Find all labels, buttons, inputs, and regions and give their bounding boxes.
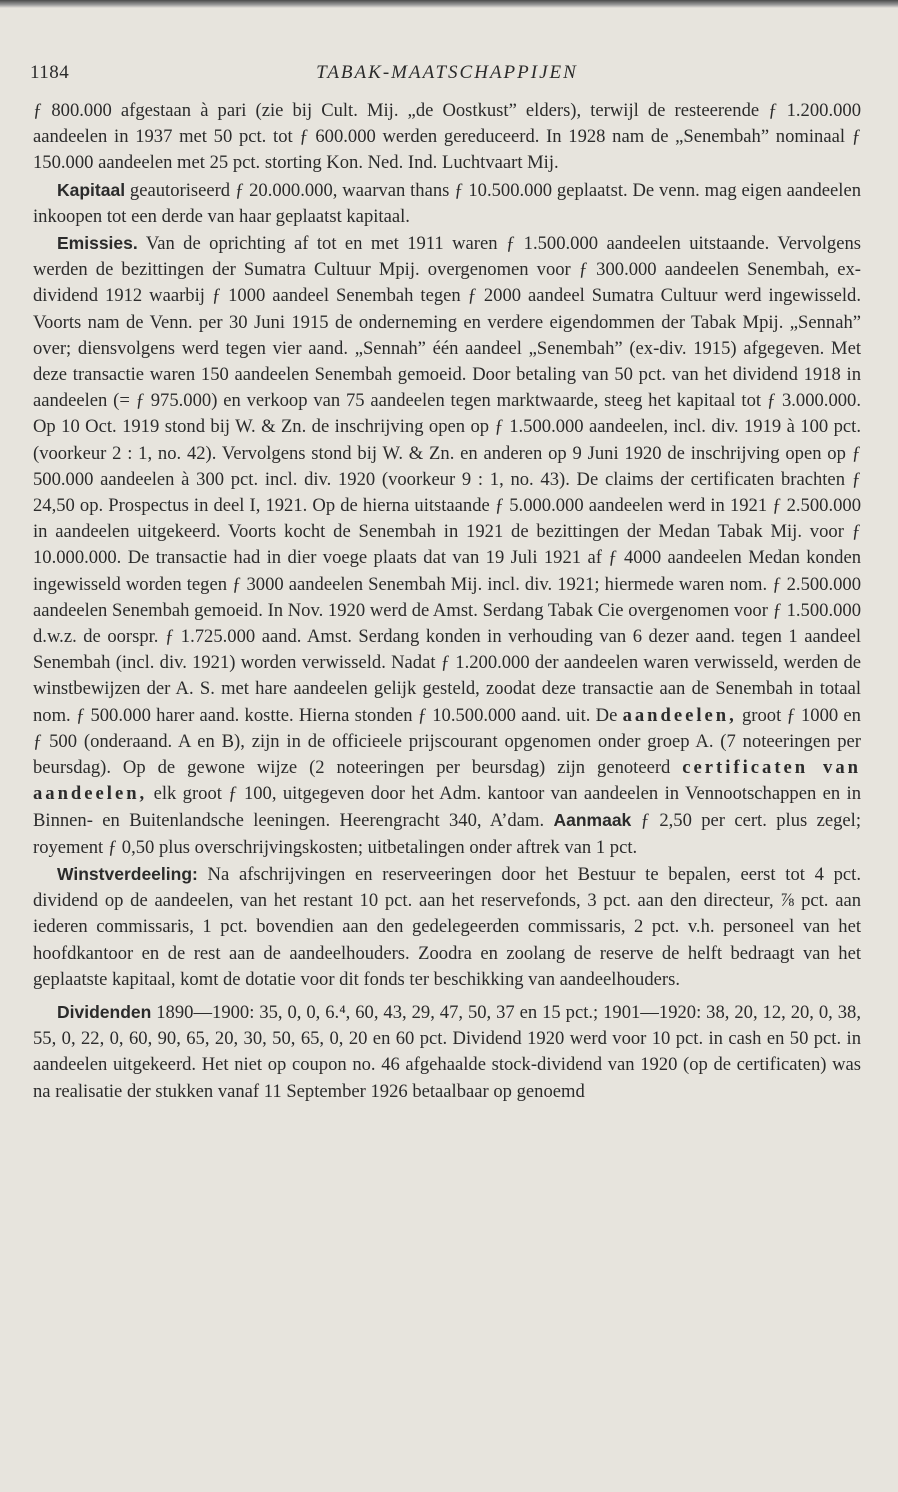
paragraph-continuation: ƒ 800.000 afgestaan à pari (zie bij Cult. Mij. „de Oostkust” elders), terwijl de resteerende ƒ 1.200.000 aandeelen in 1937 met 50 pct. tot ƒ 600.000 werden gereduceerd. In 1928 nam de „Senembah” nominaal ƒ 150.000 aandeelen met 25 pct. storting Kon. Ned. Ind. Luchtvaart Mij.: [33, 100, 861, 174]
paragraph-emissies: Emissies. Van de oprichting af tot en met 1911 waren ƒ 1.500.000 aandeelen uitstaande. Vervolgens werden de bezittingen der Sumatra Cultuur Mpij. overgenomen voor ƒ 300.000 aandeelen Senembah, ex-dividend 1912 waarbij ƒ 1000 aandeel Senembah tegen ƒ 2000 aandeel Sumatra Cultuur werd ingewisseld. Voorts nam de Venn. per 30 Juni 1915 de onderneming en verdere eigendommen der Tabak Mpij. „Sennah” over; diensvolgens werd tegen vier aand. „Sennah” één aandeel „Senembah” (ex-div. 1915) afgegeven. Met deze transactie waren 150 aandeelen Senembah gemoeid. Door betaling van 50 pct. van het dividend 1918 in aandeelen (= ƒ 975.000) en verkoop van 75 aandeelen tegen marktwaarde, steeg het kapitaal tot ƒ 3.000.000. Op 10 Oct. 1919 stond bij W. & Zn. de inschrijving open op ƒ 1.500.000 aandeelen, incl. div. 1919 à 100 pct. (voorkeur 2 : 1, no. 42). Vervolgens stond bij W. & Zn. en anderen op 9 Juni 1920 de inschrijving open op ƒ 500.000 aandeelen à 300 pct. incl. div. 1920 (voorkeur 9 : 1, no. 43). De claims der certificaten brachten ƒ 24,50 op. Prospectus in deel I, 1921. Op de hierna uitstaande ƒ 5.000.000 aandeelen werd in 1921 ƒ 2.500.000 in aandeelen uitgekeerd. Voorts kocht de Senembah in 1921 de bezittingen der Medan Tabak Mij. voor ƒ 10.000.000. De transactie had in dier voege plaats dat van 19 Juli 1921 af ƒ 4000 aandeelen Medan konden ingewisseld worden tegen ƒ 3000 aandeelen Senembah Mij. incl. div. 1921; hiermede waren nom. ƒ 2.500.000 aandeelen Senembah gemoeid. In Nov. 1920 werd de Amst. Serdang Tabak Cie overgenomen voor ƒ 1.500.000 d.w.z. de oorspr. ƒ 1.725.000 aand. Amst. Serdang konden in verhouding van 6 dezer aand. tegen 1 aandeel Senembah (incl. div. 1921) worden verwisseld. Nadat ƒ 1.200.000 der aandeelen waren verwisseld, werden de winstbewijzen der A. S. met hare aandeelen gelijk gesteld, zoodat deze transactie aan de Senembah in totaal nom. ƒ 500.000 harer aand. kostte. Hierna stonden ƒ 10.500.000 aand. uit. De aandeelen, groot ƒ 1000 en ƒ 500 (onderaand. A en B), zijn in de officieele prijscourant opgenomen onder groep A. (7 noteeringen per beursdag). Op de gewone wijze (2 noteeringen per beursdag) zijn genoteerd certificaten van aandeelen, elk groot ƒ 100, uitgegeven door het Adm. kantoor van aandeelen in Vennootschappen en in Binnen- en Buitenlandsche leeningen. Heerengracht 340, A’dam. Aanmaak ƒ 2,50 per cert. plus zegel; royement ƒ 0,50 plus overschrijvingskosten; uitbetalingen onder aftrek van 1 pct.: [33, 233, 861, 858]
aanmaak-heading: Aanmaak: [553, 810, 632, 831]
kapitaal-heading: Kapitaal: [57, 179, 126, 200]
running-title: TABAK-MAATSCHAPPIJEN: [316, 62, 578, 83]
certificaten-spaced-term: certificaten van aandeelen,: [33, 757, 861, 805]
page-number: 1184: [30, 62, 70, 83]
body-text: [33, 98, 861, 1105]
page-top-edge: [0, 0, 898, 8]
aandeelen-spaced-term: aandeelen,: [622, 704, 737, 726]
paragraph-dividenden: Dividenden 1890—1900: 35, 0, 0, 6.⁴, 60, 43, 29, 47, 50, 37 en 15 pct.; 1901—1920: 38, 20, 12, 20, 0, 38, 55, 0, 22, 0, 60, 90, 65, 20, 30, 50, 65, 0, 20 en 60 pct. Dividend 1920 werd voor 10 pct. in cash en 50 pct. in aandeelen uitgekeerd. Het niet op coupon no. 46 afgehaalde stock-dividend van 1920 (op de certificaten) was na realisatie der stukken vanaf 11 September 1926 betaalbaar op genoemd: [33, 1001, 861, 1102]
paragraph-winstverdeeling: Winstverdeeling: Na afschrijvingen en reserveeringen door het Bestuur te bepalen, eerst tot 4 pct. dividend op de aandeelen, van het restant 10 pct. aan het reservefonds, 3 pct. aan den directeur, ⅞ pct. aan iederen commissaris, 1 pct. bovendien aan den gedelegeerden commissaris, 2 pct. v.h. personeel van het hoofdkantoor en de rest aan de aandeelhouders. Zoodra en zoolang de reserve de helft bedraagt van het geplaatste kapitaal, komt de dotatie voor dit fonds ter beschikking van aandeelhouders.: [33, 863, 861, 990]
page-header: [30, 62, 864, 88]
paragraph-kapitaal: Kapitaal geautoriseerd ƒ 20.000.000, waarvan thans ƒ 10.500.000 geplaatst. De venn. mag eigen aandeelen inkoopen tot een derde van haar geplaatst kapitaal.: [33, 179, 861, 227]
winstverdeeling-heading: Winstverdeeling:: [57, 863, 198, 884]
emissies-heading: Emissies.: [57, 233, 138, 254]
dividenden-heading: Dividenden: [57, 1001, 152, 1022]
